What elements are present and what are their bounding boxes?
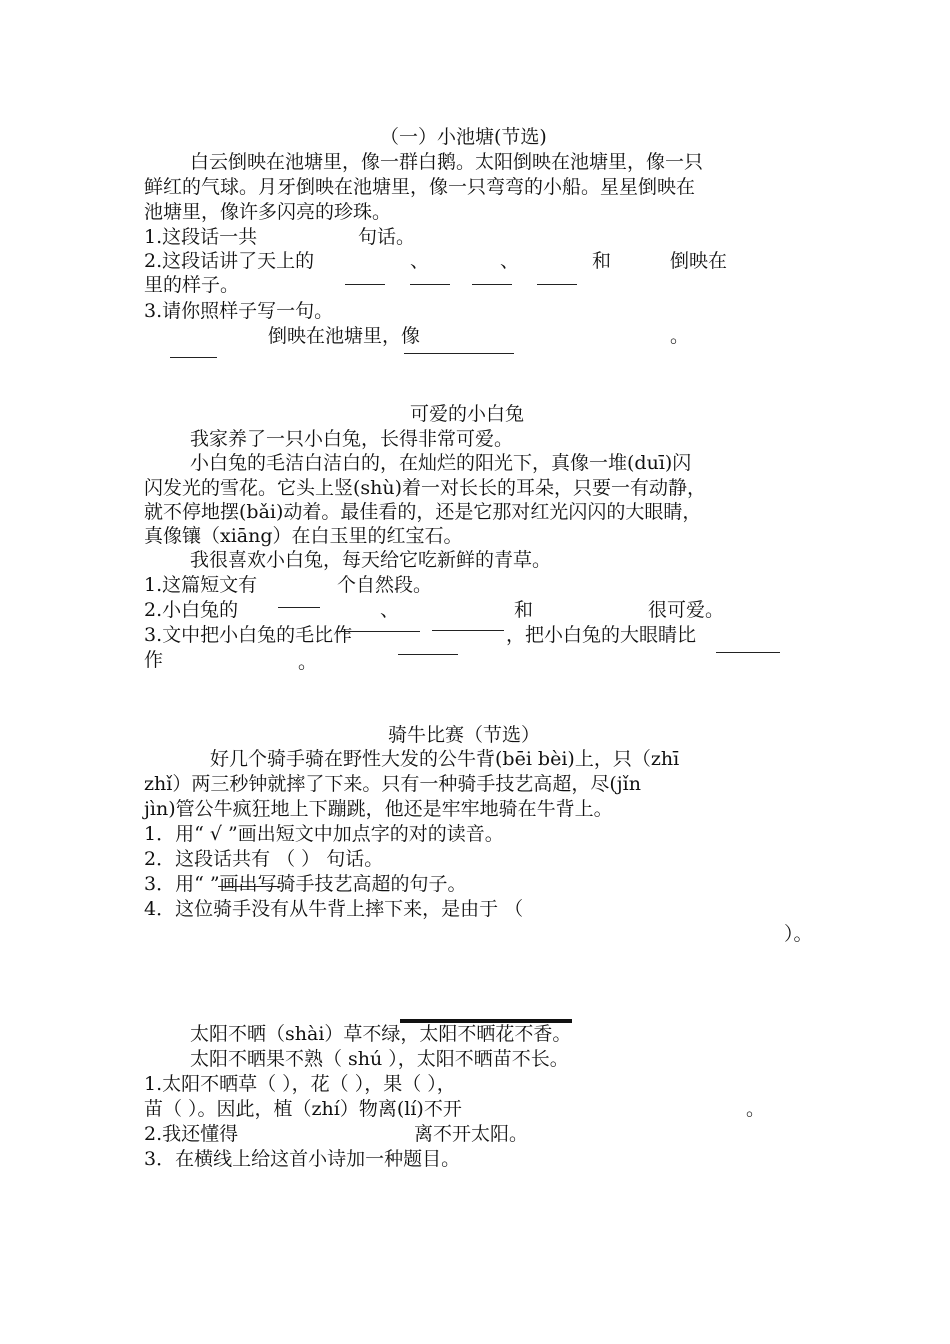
- section1-question-2-tail: 倒映在: [670, 250, 728, 272]
- section2-question-1-end: 个自然段。: [337, 574, 433, 596]
- section1-question-1-end: 句话。: [358, 226, 416, 248]
- section1-example-end: 。: [670, 325, 690, 347]
- section4-question-1: 1.太阳不晒草（ ），花（ ），果（ ），: [144, 1073, 456, 1095]
- section1-question-1: 1.这段话一共: [144, 226, 258, 248]
- answer-blank[interactable]: [472, 284, 512, 285]
- answer-blank[interactable]: [278, 607, 320, 608]
- section4-question-1-cont: 苗（ ）。因此，植（zhí）物离(lí)不开: [144, 1098, 462, 1120]
- section2-paragraph-line: 真像镶（xiāng）在白玉里的红宝石。: [144, 525, 463, 547]
- answer-blank[interactable]: [345, 284, 385, 285]
- section2-question-3-mid: ，把小白兔的大眼睛比: [506, 624, 697, 646]
- section1-paragraph-line: 鲜红的气球。月牙倒映在池塘里，像一只弯弯的小船。星星倒映在: [144, 176, 696, 198]
- section1-example-text: 倒映在池塘里，像: [268, 325, 421, 347]
- section1-paragraph-line: 池塘里，像许多闪亮的珍珠。: [144, 201, 392, 223]
- section2-paragraph-line: 我家养了一只小白兔，长得非常可爱。: [190, 428, 514, 450]
- answer-blank[interactable]: [432, 630, 504, 631]
- section4-question-1-end: 。: [746, 1098, 766, 1120]
- section4-question-2: 2.我还懂得: [144, 1123, 239, 1145]
- section1-question-2-sep: 、: [410, 250, 430, 272]
- section2-paragraph-line: 闪发光的雪花。它头上竖(shù)着一对长长的耳朵，只要一有动静，: [144, 477, 707, 499]
- answer-blank[interactable]: [410, 284, 450, 285]
- section2-question-1: 1.这篇短文有: [144, 574, 258, 596]
- section2-question-2-end: 很可爱。: [648, 599, 725, 621]
- section1-question-2: 2.这段话讲了天上的: [144, 250, 315, 272]
- section2-paragraph-line: 小白兔的毛洁白洁白的，在灿烂的阳光下，真像一堆(duī)闪: [190, 452, 692, 474]
- section3-question-1: 1．用“ √ ”画出短文中加点字的对的读音。: [144, 823, 504, 845]
- section3-paragraph-line: jìn)管公牛疯狂地上下蹦跳，他还是牢牢地骑在牛背上。: [144, 798, 613, 820]
- section4-question-2-end: 离不开太阳。: [414, 1123, 529, 1145]
- answer-blank[interactable]: [336, 631, 420, 632]
- section2-question-2-and: 和: [514, 599, 534, 621]
- section2-title: 可爱的小白兔: [410, 403, 525, 425]
- section4-question-3: 3．在横线上给这首小诗加一种题目。: [144, 1148, 461, 1170]
- section1-question-2-and: 和: [592, 250, 612, 272]
- section2-question-3-cont: 作: [144, 649, 164, 671]
- section3-question-3: 3．用“ ”画出写骑手技艺高超的句子。: [144, 873, 467, 895]
- section1-question-2-sep: 、: [500, 250, 520, 272]
- answer-blank[interactable]: [716, 652, 780, 653]
- section2-question-2: 2.小白兔的: [144, 599, 239, 621]
- section2-question-3: 3.文中把小白兔的毛比作: [144, 624, 353, 646]
- section3-question-4: 4．这位骑手没有从牛背上摔下来，是由于 （: [144, 898, 524, 920]
- section2-question-2-sep: 、: [380, 599, 400, 621]
- section4-poem-line: 太阳不晒果不熟（ shú ），太阳不晒苗不长。: [190, 1048, 569, 1070]
- section2-question-3-end: 。: [298, 651, 318, 673]
- section3-title: 骑牛比赛（节选）: [388, 724, 541, 746]
- section3-paragraph-line: 好几个骑手骑在野性大发的公牛背(bēi bèi)上，只（zhī: [210, 748, 680, 770]
- section3-paragraph-line: zhǐ）两三秒钟就摔了下来。只有一种骑手技艺高超，尽(jǐn: [144, 773, 641, 795]
- answer-blank[interactable]: [404, 353, 514, 354]
- section1-paragraph-line: 白云倒映在池塘里，像一群白鹅。太阳倒映在池塘里，像一只: [190, 151, 704, 173]
- answer-blank[interactable]: [170, 357, 217, 358]
- section2-paragraph-line: 我很喜欢小白兔，每天给它吃新鲜的青草。: [190, 549, 552, 571]
- section2-paragraph-line: 就不停地摆(bǎi)动着。最佳看的，还是它那对红光闪闪的大眼睛，: [144, 501, 702, 523]
- answer-blank[interactable]: [537, 284, 577, 285]
- answer-blank[interactable]: [398, 654, 458, 655]
- answer-blank[interactable]: [218, 886, 280, 887]
- section3-question-4-end: ）。: [784, 923, 813, 945]
- section1-question-3: 3.请你照样子写一句。: [144, 300, 334, 322]
- section1-question-2-end: 里的样子。: [144, 274, 240, 296]
- section3-question-2: 2．这段话共有 （ ） 句话。: [144, 848, 384, 870]
- section4-poem-line: 太阳不晒（shài）草不绿，太阳不晒花不香。: [190, 1023, 572, 1045]
- section1-title: （一）小池塘(节选): [380, 126, 547, 148]
